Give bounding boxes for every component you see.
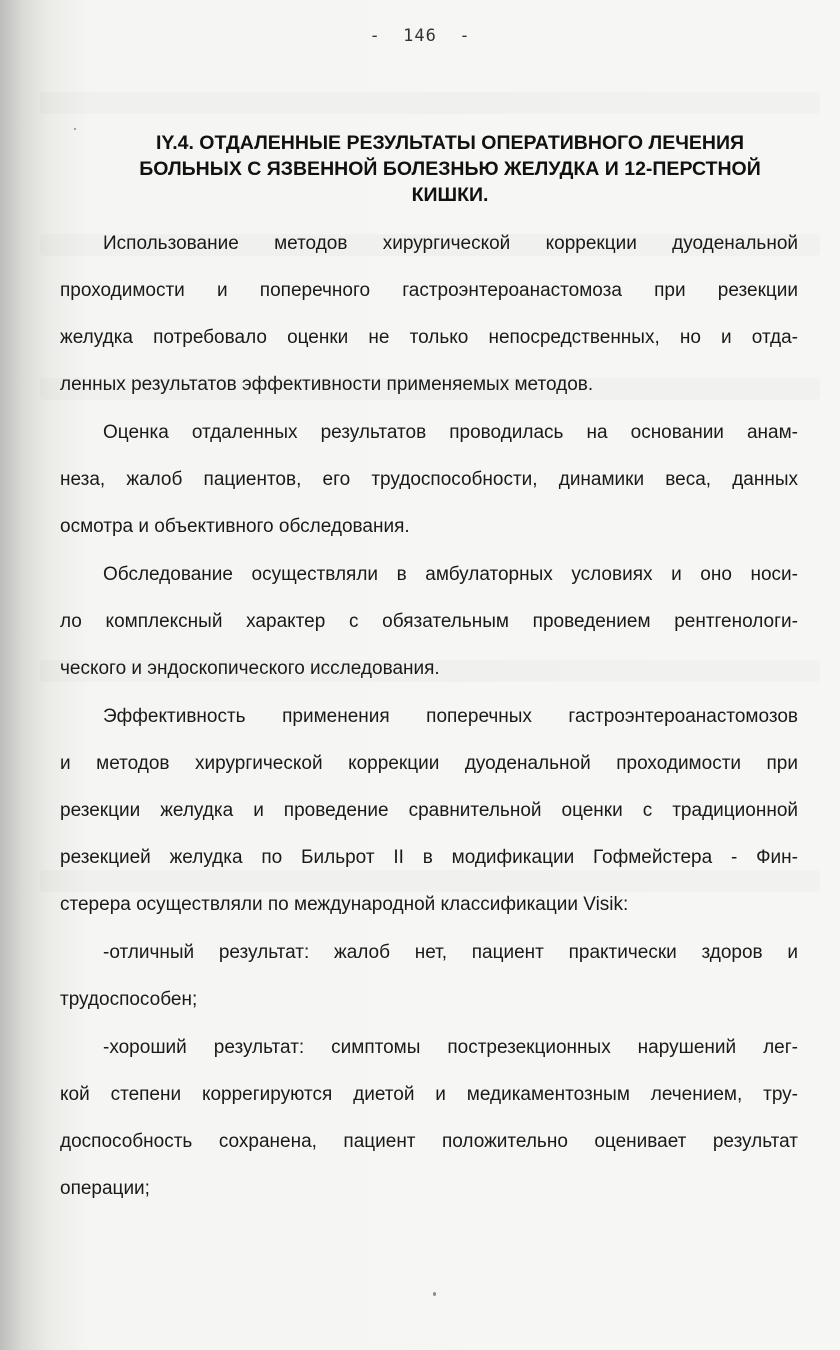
body-text-line: проходимости и поперечного гастроэнтероанастомоза при резекции xyxy=(60,280,798,301)
body-text-line: резекции желудка и проведение сравнительной оценки с традиционной xyxy=(60,800,798,821)
body-text-line: желудка потребовало оценки не только непосредственных, но и отда- xyxy=(60,327,798,348)
show-through-shadow xyxy=(40,92,820,114)
show-through-shadow xyxy=(40,870,820,892)
body-text-line: доспособность сохранена, пациент положительно оценивает результат xyxy=(60,1131,798,1152)
body-text-line: стерера осуществляли по международной классификации Visik: xyxy=(60,894,629,915)
body-text-line: кой степени коррегируются диетой и медикаментозным лечением, тру- xyxy=(60,1084,798,1105)
body-text-line: осмотра и объективного обследования. xyxy=(60,516,410,537)
body-text-line: -отличный результат: жалоб нет, пациент практически здоров и xyxy=(103,942,798,963)
body-text-line: Оценка отдаленных результатов проводилась на основании анам- xyxy=(103,422,798,443)
body-text-line: трудоспособен; xyxy=(60,989,198,1010)
section-heading-line-1: IY.4. ОТДАЛЕННЫЕ РЕЗУЛЬТАТЫ ОПЕРАТИВНОГО ЛЕЧЕНИЯ xyxy=(155,132,745,154)
body-text-line: резекцией желудка по Бильрот II в модификации Гофмейстера - Фин- xyxy=(60,847,798,868)
page-number: - 146 - xyxy=(369,26,471,46)
body-text-line: Обследование осуществляли в амбулаторных условиях и оно носи- xyxy=(103,564,798,585)
section-heading-line-3: КИШКИ. xyxy=(411,184,489,206)
section-heading-line-2: БОЛЬНЫХ С ЯЗВЕННОЙ БОЛЕЗНЬЮ ЖЕЛУДКА И 12-ПЕРСТНОЙ xyxy=(139,158,761,180)
body-text-line: ленных результатов эффективности применяемых методов. xyxy=(60,374,594,395)
body-text-line: и методов хирургической коррекции дуоденальной проходимости при xyxy=(60,753,798,774)
scan-speck xyxy=(433,1292,436,1296)
body-text-line: операции; xyxy=(60,1178,150,1199)
body-text-line: неза, жалоб пациентов, его трудоспособности, динамики веса, данных xyxy=(60,469,798,490)
scan-speck xyxy=(74,128,76,130)
body-text-line: Использование методов хирургической коррекции дуоденальной xyxy=(103,233,798,254)
body-text-line: ческого и эндоскопического исследования. xyxy=(60,658,440,679)
body-text-line: Эффективность применения поперечных гастроэнтероанастомозов xyxy=(103,706,798,727)
body-text-line: ло комплексный характер с обязательным проведением рентгенологи- xyxy=(60,611,798,632)
body-text-line: -хороший результат: симптомы пострезекционных нарушений лег- xyxy=(103,1037,798,1058)
